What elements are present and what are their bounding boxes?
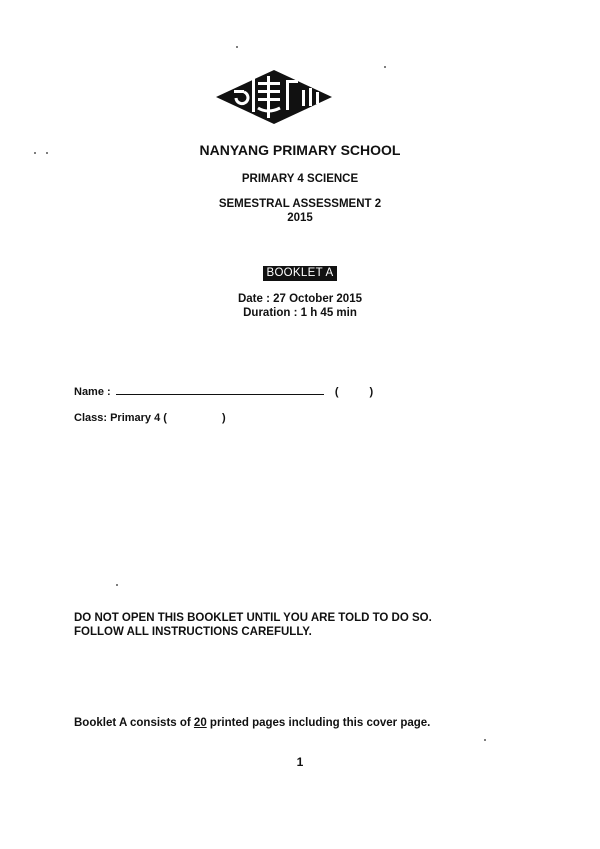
- name-field[interactable]: [116, 384, 324, 395]
- name-label: Name :: [74, 386, 111, 398]
- page-count-prefix: Booklet A consists of: [74, 717, 194, 729]
- booklet-label: BOOKLET A: [263, 266, 336, 281]
- instruction-line: FOLLOW ALL INSTRUCTIONS CAREFULLY.: [74, 626, 312, 638]
- assessment-heading: [0, 197, 600, 225]
- class-close-paren: ): [222, 412, 226, 424]
- page-count-suffix: printed pages including this cover page.: [206, 717, 431, 729]
- exam-meta: [0, 292, 600, 320]
- page-count-note: [74, 717, 430, 729]
- scan-speck: [116, 584, 118, 586]
- page-count-number: 20: [193, 717, 207, 729]
- instruction-line: DO NOT OPEN THIS BOOKLET UNTIL YOU ARE TOLD TO DO SO.: [74, 612, 432, 624]
- exam-date: Date : 27 October 2015: [237, 293, 362, 305]
- instructions: [74, 611, 432, 639]
- class-label: Class: Primary 4 (: [74, 412, 167, 424]
- page-number: 1: [296, 755, 304, 769]
- school-name: NANYANG PRIMARY SCHOOL: [199, 142, 401, 158]
- name-row: [74, 384, 373, 398]
- scan-speck: [484, 739, 486, 741]
- scan-speck: [384, 66, 386, 68]
- assessment-title: SEMESTRAL ASSESSMENT 2: [218, 198, 382, 210]
- assessment-year: 2015: [287, 212, 313, 224]
- booklet-label-wrap: [0, 263, 600, 281]
- index-close-paren: ): [369, 386, 374, 398]
- exam-duration: Duration : 1 h 45 min: [243, 307, 357, 319]
- subject-title: PRIMARY 4 SCIENCE: [241, 173, 359, 185]
- scan-speck: [236, 46, 238, 48]
- index-open-paren: (: [334, 386, 339, 398]
- class-row: [74, 412, 226, 424]
- school-logo: [214, 68, 334, 126]
